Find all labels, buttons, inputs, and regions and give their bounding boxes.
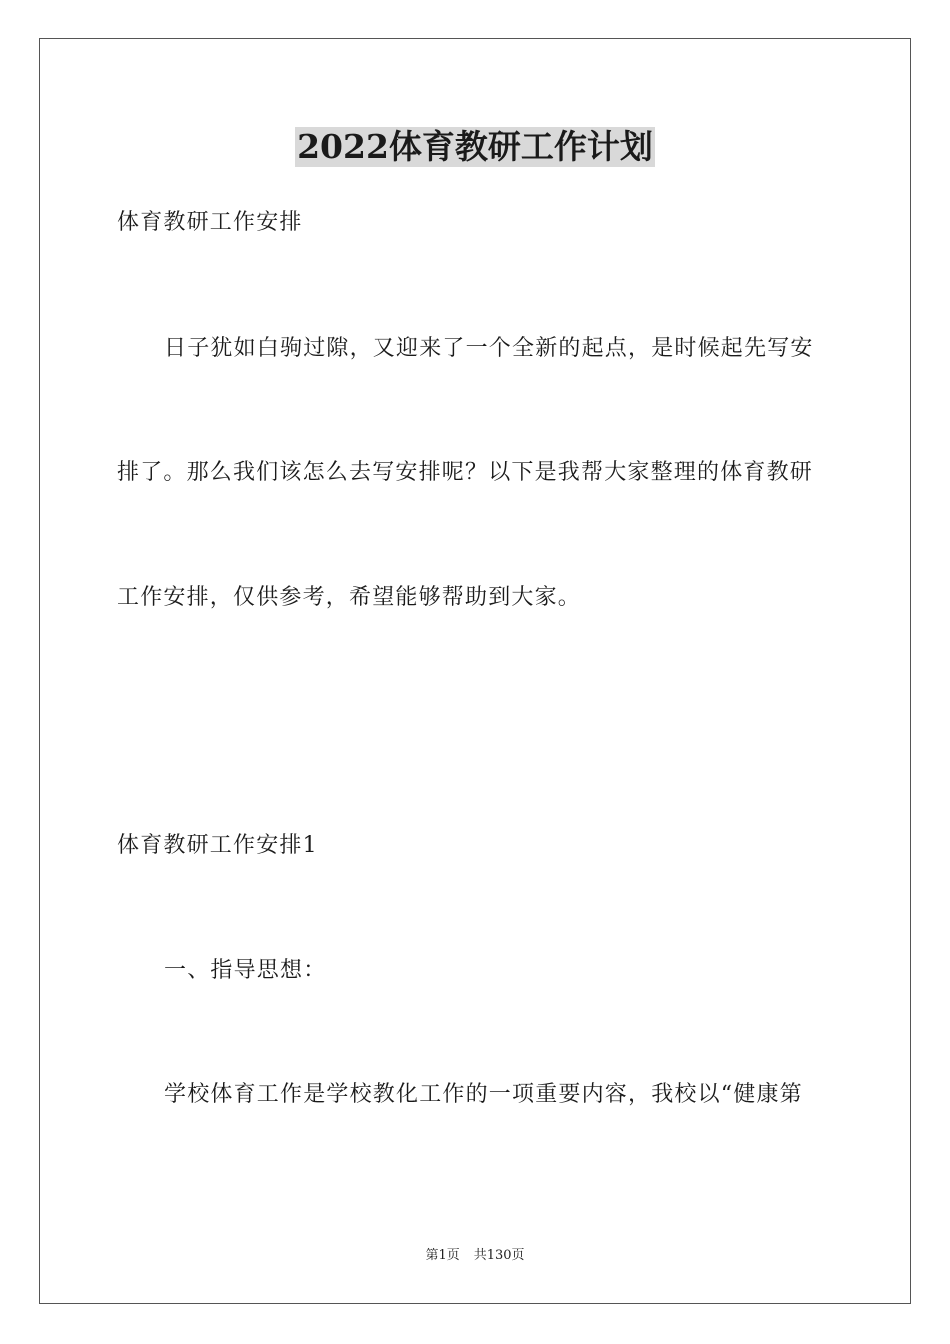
- body-line-1: 学校体育工作是学校教化工作的一项重要内容，我校以“健康第: [164, 1082, 803, 1107]
- intro-line-2: 排了。那么我们该怎么去写安排呢？以下是我帮大家整理的体育教研: [117, 460, 814, 485]
- page-footer: [0, 1247, 950, 1265]
- title-container: [0, 127, 950, 167]
- intro-line-3: 工作安排，仅供参考，希望能够帮助到大家。: [117, 585, 582, 610]
- total-pages: 共130页: [473, 1248, 525, 1263]
- document-subtitle: 体育教研工作安排: [117, 210, 303, 235]
- section-heading: 体育教研工作安排1: [117, 833, 318, 858]
- subheading: 一、指导思想：: [164, 958, 327, 983]
- page-number: 第1页: [425, 1248, 460, 1263]
- intro-line-1: 日子犹如白驹过隙，又迎来了一个全新的起点，是时候起先写安: [164, 336, 814, 361]
- document-title: 2022体育教研工作计划: [297, 127, 653, 166]
